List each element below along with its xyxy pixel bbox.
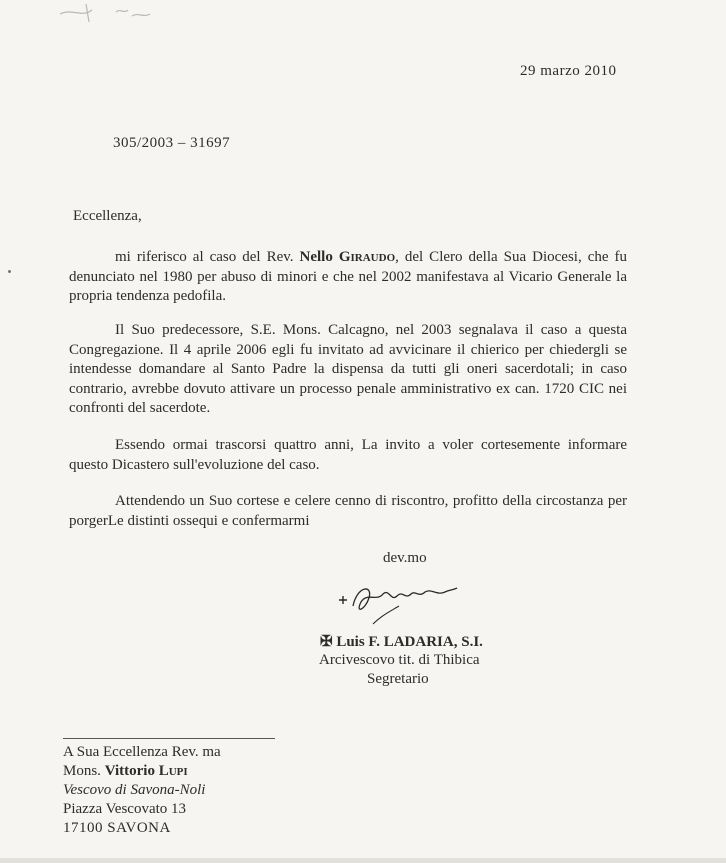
protocol-number: 305/2003 – 31697 <box>113 135 231 151</box>
address-divider <box>63 738 275 739</box>
priest-surname: Giraudo <box>338 249 396 265</box>
address-honorific: Mons. <box>63 763 105 779</box>
page-bottom-edge <box>0 858 726 863</box>
recipient-surname: Lupi <box>158 763 188 779</box>
scan-speck <box>8 270 11 273</box>
signer-role: Segretario <box>367 671 429 687</box>
paragraph-1 <box>69 248 627 307</box>
pencil-scribble <box>58 0 168 28</box>
signer-name <box>320 632 483 651</box>
signer-name-text: Luis F. LADARIA, S.I. <box>336 634 483 650</box>
p1-intro: mi riferisco al caso del Rev. <box>115 249 300 265</box>
priest-name: Nello <box>299 249 333 265</box>
address-line-2 <box>63 762 188 780</box>
handwritten-signature <box>333 578 463 628</box>
cross-icon: ✠ <box>320 634 333 650</box>
salutation: Eccellenza, <box>73 208 142 224</box>
address-line-3: Vescovo di Savona-Noli <box>63 782 206 798</box>
closing: dev.mo <box>383 550 427 566</box>
paragraph-3: Essendo ormai trascorsi quattro anni, La invito a voler cortesemente informare questo Dicastero sull'evoluzione del caso. <box>69 437 627 473</box>
letter-date: 29 marzo 2010 <box>520 63 617 79</box>
recipient-name: Vittorio <box>104 763 155 779</box>
paragraph-4: Attendendo un Suo cortese e celere cenno di riscontro, profitto della circostanza per porgerLe distinti ossequi e confermarmi <box>69 493 627 529</box>
paragraph-2: Il Suo predecessore, S.E. Mons. Calcagno, nel 2003 segnalava il caso a questa Congregazione. Il 4 aprile 2006 egli fu invitato ad avvicinare il chierico per chiedergli se intendesse domandare al Santo Padre la dispensa da tutti gli oneri sacerdotali; in caso contrario, avrebbe dovuto attivare un processo penale amministrativo ex can. 1720 CIC nei confronti del sacerdote. <box>69 322 627 416</box>
address-line-5: 17100 SAVONA <box>63 820 171 836</box>
signer-title: Arcivescovo tit. di Thibica <box>319 652 480 668</box>
address-line-1: A Sua Eccellenza Rev. ma <box>63 744 221 760</box>
p1-rest: , del Clero della Sua Diocesi, che fu denunciato nel 1980 per abuso di minori e che nel 2002 manifestava al Vicario Generale la propria tendenza pedofila. <box>69 249 628 304</box>
address-line-4: Piazza Vescovato 13 <box>63 801 187 817</box>
